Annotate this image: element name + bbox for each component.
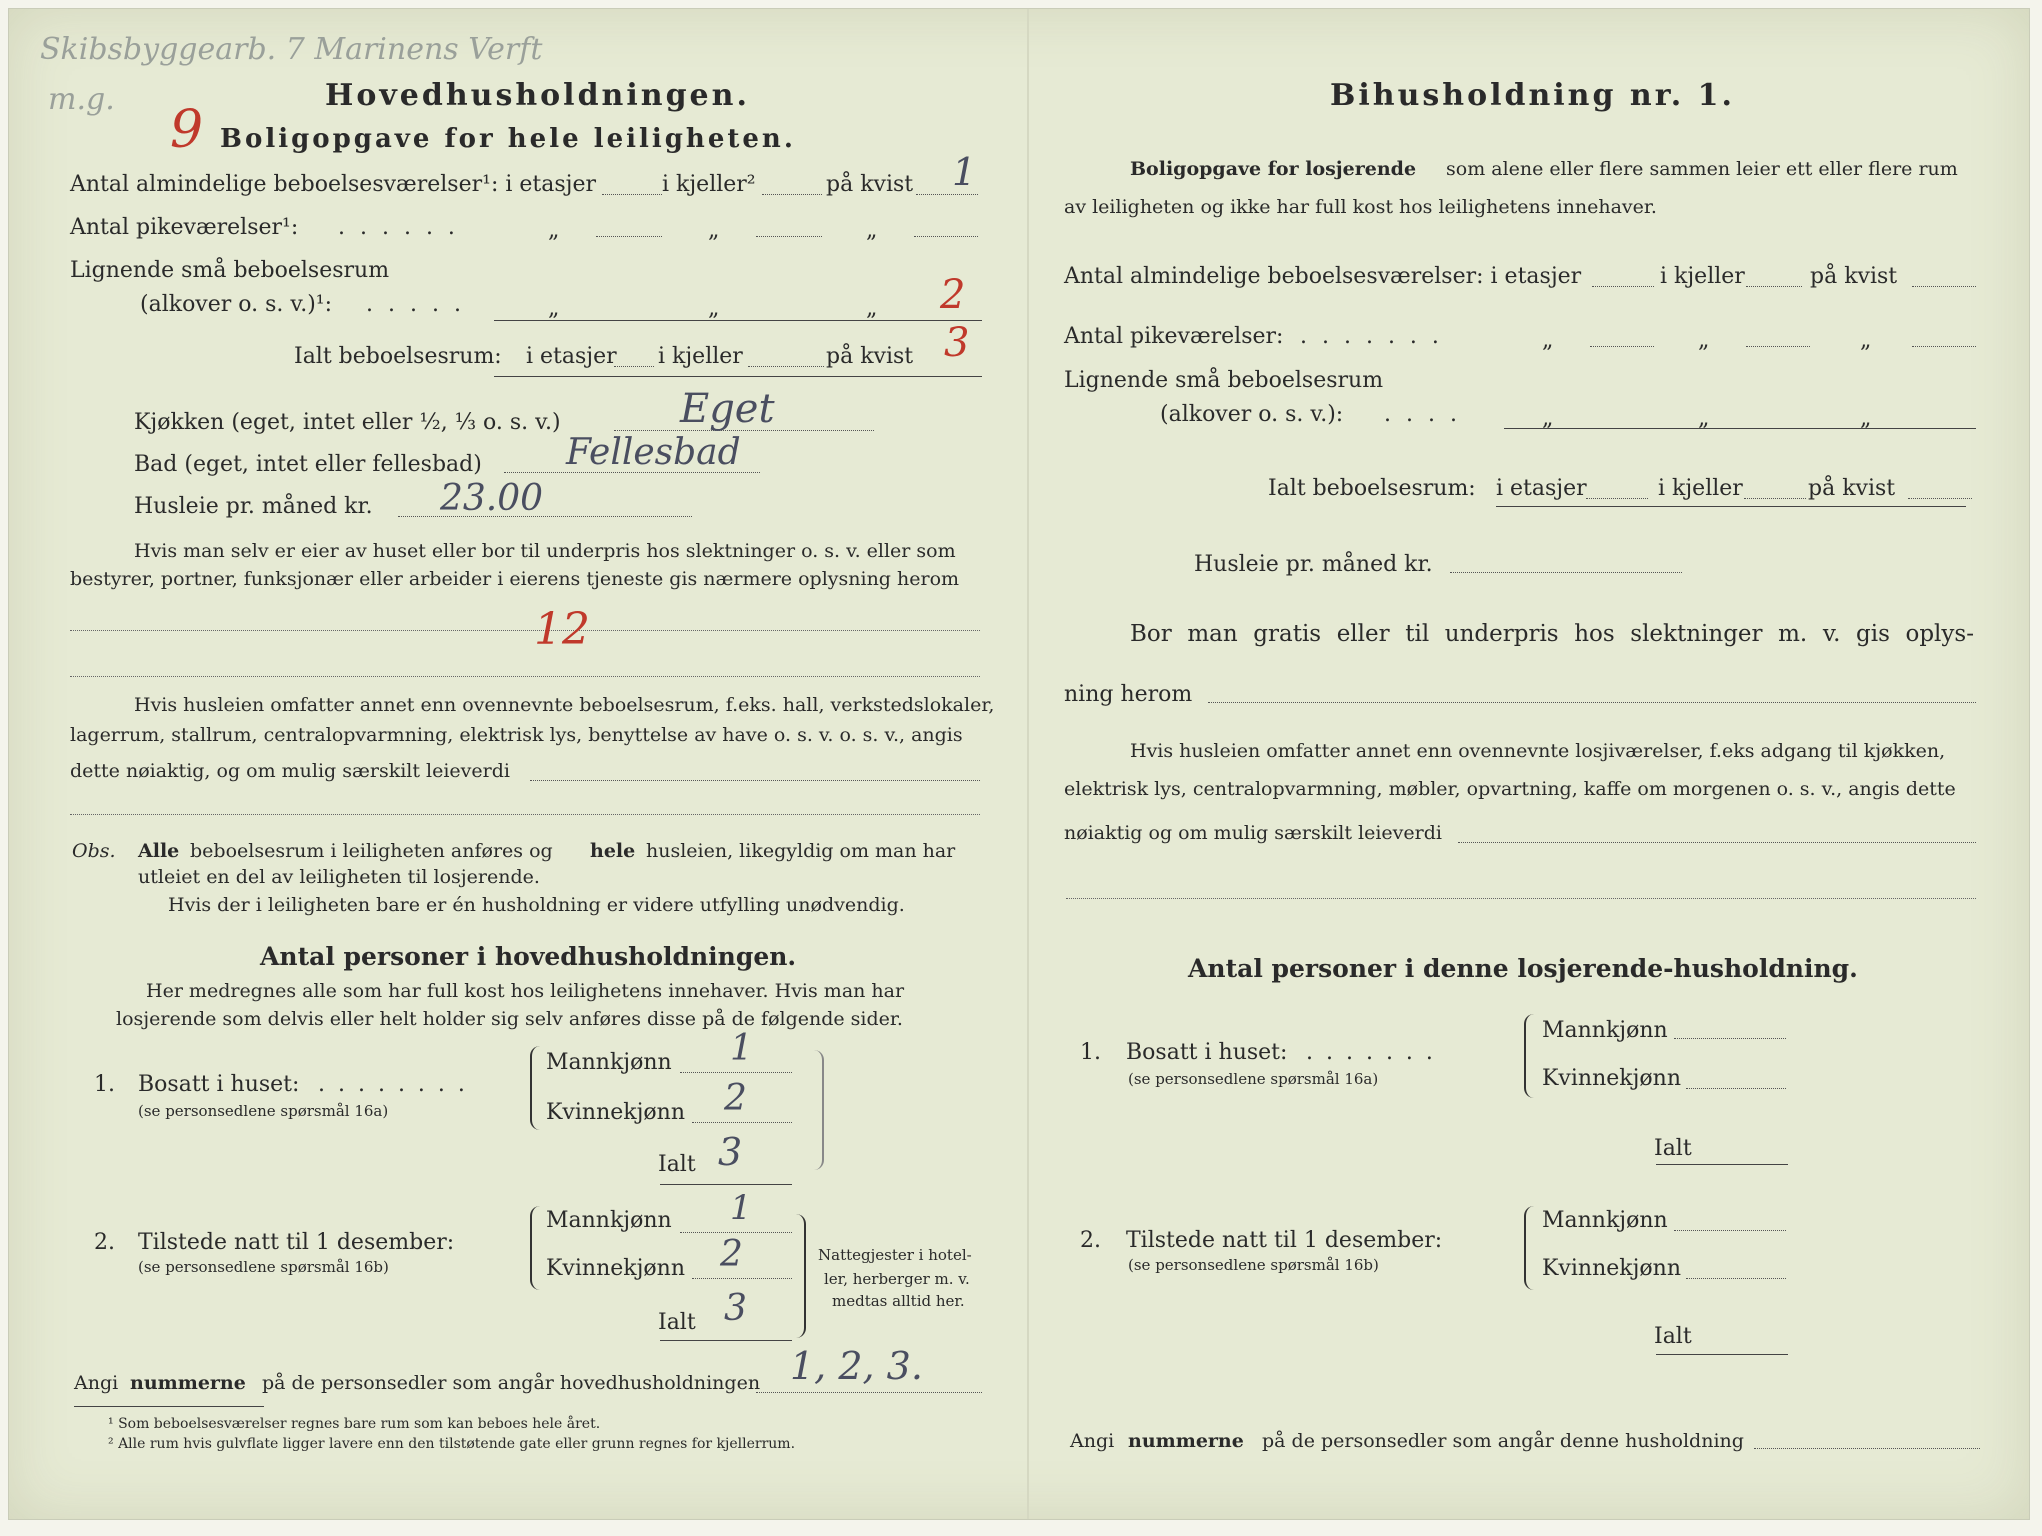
right-ialt-label: Ialt beboelsesrum: <box>1268 476 1476 501</box>
left-angi-pre: Angi <box>74 1372 119 1394</box>
right-gratis-2: ning herom <box>1064 682 1193 707</box>
right-row1-kjeller: i kjeller <box>1660 264 1745 289</box>
right-ialt-kjeller: i kjeller <box>1658 476 1743 501</box>
left-footnote-1: ¹ Som beboelsesværelser regnes bare rum som kan beboes hele året. <box>108 1416 601 1432</box>
ditto-mark: „ <box>866 218 878 243</box>
right-angi-pre: Angi <box>1070 1430 1115 1452</box>
left-personer-text-1: Her medregnes alle som har full kost hos leilighetens innehaver. Hvis man har <box>146 980 905 1002</box>
left-q2-ialt: Ialt <box>658 1310 696 1335</box>
page-fold <box>1027 9 1029 1519</box>
left-q1-mann: Mannkjønn <box>546 1050 672 1075</box>
left-q2-label: Tilstede natt til 1 desember: <box>138 1230 455 1255</box>
left-obs-alle: Alle <box>138 840 180 862</box>
right-omfatter-1: Hvis husleien omfatter annet enn ovennevnte losjiværelser, f.eks adgang til kjøkken, <box>1130 740 1946 762</box>
ditto-mark: „ <box>548 218 560 243</box>
right-q1-sub: (se personsedlene spørsmål 16a) <box>1128 1070 1379 1088</box>
right-q1-ialt: Ialt <box>1654 1136 1692 1161</box>
right-omfatter-2: elektrisk lys, centralopvarmning, møbler, opvartning, kaffe om morgenen o. s. v., angis dette <box>1064 778 1956 800</box>
left-bad-label: Bad (eget, intet eller fellesbad) <box>134 452 482 477</box>
right-row1-label: Antal almindelige beboelsesværelser: i etasjer <box>1064 264 1582 289</box>
handwritten-bosatt-kvinne: 2 <box>724 1078 747 1119</box>
left-q1-sub: (se personsedlene spørsmål 16a) <box>138 1102 389 1120</box>
left-ialt-kjeller: i kjeller <box>658 344 743 369</box>
handwritten-mg: m.g. <box>48 82 115 117</box>
left-q1-label: Bosatt i huset: <box>138 1072 300 1097</box>
left-q1-ialt: Ialt <box>658 1152 696 1177</box>
left-q2-sub: (se personsedlene spørsmål 16b) <box>138 1258 389 1276</box>
left-q2-kvinne: Kvinnekjønn <box>546 1256 685 1281</box>
left-omfatter-1: Hvis husleien omfatter annet enn ovennevnte beboelsesrum, f.eks. hall, verkstedslokaler, <box>134 694 995 716</box>
left-omfatter-2: lagerrum, stallrum, centralopvarmning, elektrisk lys, benyttelse av have o. s. v. o. s. v., angis <box>70 724 963 746</box>
handwritten-bosatt-ialt: 3 <box>718 1130 743 1174</box>
left-row3-label2: (alkover o. s. v.)¹: <box>140 292 333 317</box>
left-obs-1a: beboelsesrum i leiligheten anføres og <box>190 840 553 862</box>
handwritten-bosatt-mann: 1 <box>730 1028 753 1069</box>
left-subtitle: Boligopgave for hele leiligheten. <box>220 124 796 154</box>
ditto-mark: „ <box>1698 406 1710 431</box>
left-row2-dots: . . . . . . <box>338 215 459 240</box>
ditto-mark: „ <box>708 296 720 321</box>
right-row3-label2: (alkover o. s. v.): <box>1160 402 1344 427</box>
left-nattegjester-1: Nattegjester i hotel- <box>818 1246 972 1264</box>
left-q2-mann: Mannkjønn <box>546 1208 672 1233</box>
left-ialt-etasjer: i etasjer <box>526 344 617 369</box>
ditto-mark: „ <box>1860 406 1872 431</box>
right-personer-title: Antal personer i denne losjerende-husholdning. <box>1188 954 1858 983</box>
left-angi-post: på de personsedler som angår hovedhusholdningen <box>262 1372 761 1394</box>
handwritten-kjokken: Eget <box>680 386 775 432</box>
left-obs-3: Hvis der i leiligheten bare er én husholdning er videre utfylling unødvendig. <box>168 894 905 916</box>
handwritten-header-note: Skibsbyggearb. 7 Marinens Verft <box>40 32 543 67</box>
left-eier-text-1: Hvis man selv er eier av huset eller bor til underpris hos slektninger o. s. v. eller som <box>134 540 956 562</box>
left-husleie-label: Husleie pr. måned kr. <box>134 494 373 519</box>
left-ialt-label: Ialt beboelsesrum: <box>294 344 502 369</box>
handwritten-ialt-3: 3 <box>944 320 970 366</box>
ditto-mark: „ <box>708 218 720 243</box>
handwritten-nummere: 1, 2, 3. <box>790 1344 923 1388</box>
left-q1-dots: . . . . . . . . <box>318 1072 468 1097</box>
right-q2-mann: Mannkjønn <box>1542 1208 1668 1233</box>
left-obs-1b: husleien, likegyldig om man har <box>646 840 956 862</box>
left-obs-hele: hele <box>590 840 636 862</box>
left-footnote-2: ² Alle rum hvis gulvflate ligger lavere enn den tilstøtende gate eller grunn regnes for kjellerrum. <box>108 1436 796 1452</box>
right-omfatter-3: nøiaktig og om mulig særskilt leieverdi <box>1064 822 1442 844</box>
handwritten-alkover-2: 2 <box>940 272 966 318</box>
ditto-mark: „ <box>548 296 560 321</box>
right-intro-2: av leiligheten og ikke har full kost hos leilighetens innehaver. <box>1064 196 1657 218</box>
right-angi-post: på de personsedler som angår denne husholdning <box>1262 1430 1744 1452</box>
right-q1-dots: . . . . . . . <box>1306 1040 1436 1065</box>
right-intro-bold: Boligopgave for losjerende <box>1130 158 1417 180</box>
right-row3-label: Lignende små beboelsesrum <box>1064 368 1384 393</box>
left-row3-label: Lignende små beboelsesrum <box>70 258 390 283</box>
right-gratis-1: Bor man gratis eller til underpris hos slektninger m. v. gis oplys- <box>1130 621 1974 647</box>
right-q2-sub: (se personsedlene spørsmål 16b) <box>1128 1256 1379 1274</box>
left-title: Hovedhusholdningen. <box>325 78 750 113</box>
right-row3-dots: . . . . <box>1384 402 1461 427</box>
left-obs-2: utleiet en del av leiligheten til losjerende. <box>138 866 540 888</box>
left-eier-text-2: bestyrer, portner, funksjonær eller arbeider i eierens tjeneste gis nærmere oplysning herom <box>70 568 960 590</box>
left-q1-num: 1. <box>94 1072 115 1097</box>
ditto-mark: „ <box>1698 328 1710 353</box>
ditto-mark: „ <box>1542 406 1554 431</box>
right-q2-kvinne: Kvinnekjønn <box>1542 1256 1681 1281</box>
right-q2-label: Tilstede natt til 1 desember: <box>1126 1228 1443 1253</box>
right-q1-num: 1. <box>1080 1040 1101 1065</box>
right-intro-1: som alene eller flere sammen leier ett eller flere rum <box>1446 158 1958 180</box>
left-nattegjester-2: ler, herberger m. v. <box>824 1270 970 1288</box>
handwritten-tilstede-kvinne: 2 <box>720 1234 743 1275</box>
right-row2-dots: . . . . . . . <box>1300 324 1443 349</box>
handwritten-tilstede-mann: 1 <box>730 1188 752 1228</box>
right-angi-bold: nummerne <box>1128 1430 1244 1452</box>
left-nattegjester-3: medtas alltid her. <box>832 1292 965 1310</box>
left-row1-kjeller: i kjeller² <box>662 172 756 197</box>
right-title: Bihusholdning nr. 1. <box>1330 78 1735 113</box>
right-ialt-etasjer: i etasjer <box>1496 476 1587 501</box>
right-q1-label: Bosatt i huset: <box>1126 1040 1288 1065</box>
right-q2-ialt: Ialt <box>1654 1324 1692 1349</box>
left-ialt-kvist: på kvist <box>826 344 914 369</box>
left-kjokken-label: Kjøkken (eget, intet eller ½, ⅓ o. s. v.) <box>134 410 561 435</box>
right-q1-kvinne: Kvinnekjønn <box>1542 1066 1681 1091</box>
left-row3-dots: . . . . . <box>366 292 465 317</box>
left-angi-bold: nummerne <box>130 1372 246 1394</box>
left-row1-label: Antal almindelige beboelsesværelser¹: i etasjer <box>70 172 597 197</box>
right-row1-kvist: på kvist <box>1810 264 1898 289</box>
left-personer-title: Antal personer i hovedhusholdningen. <box>260 942 797 971</box>
ditto-mark: „ <box>866 296 878 321</box>
ditto-mark: „ <box>1542 328 1554 353</box>
right-husleie-label: Husleie pr. måned kr. <box>1194 552 1433 577</box>
handwritten-nine: 9 <box>170 100 204 160</box>
handwritten-bad: Fellesbad <box>566 432 741 473</box>
left-row1-kvist: på kvist <box>826 172 914 197</box>
right-row2-label: Antal pikeværelser: <box>1064 324 1284 349</box>
left-row2-label: Antal pikeværelser¹: <box>70 215 299 240</box>
handwritten-note-12: 12 <box>534 604 590 655</box>
handwritten-tilstede-ialt: 3 <box>724 1288 747 1329</box>
right-ialt-kvist: på kvist <box>1808 476 1896 501</box>
left-omfatter-3: dette nøiaktig, og om mulig særskilt leieverdi <box>70 760 510 782</box>
handwritten-kvist-1: 1 <box>952 150 977 194</box>
right-q1-mann: Mannkjønn <box>1542 1018 1668 1043</box>
left-personer-text-2: losjerende som delvis eller helt holder sig selv anføres disse på de følgende sider. <box>116 1008 903 1030</box>
left-obs-label: Obs. <box>72 840 116 862</box>
ditto-mark: „ <box>1860 328 1872 353</box>
left-q2-num: 2. <box>94 1230 115 1255</box>
right-q2-num: 2. <box>1080 1228 1101 1253</box>
handwritten-husleie: 23.00 <box>440 478 544 519</box>
left-q1-kvinne: Kvinnekjønn <box>546 1100 685 1125</box>
